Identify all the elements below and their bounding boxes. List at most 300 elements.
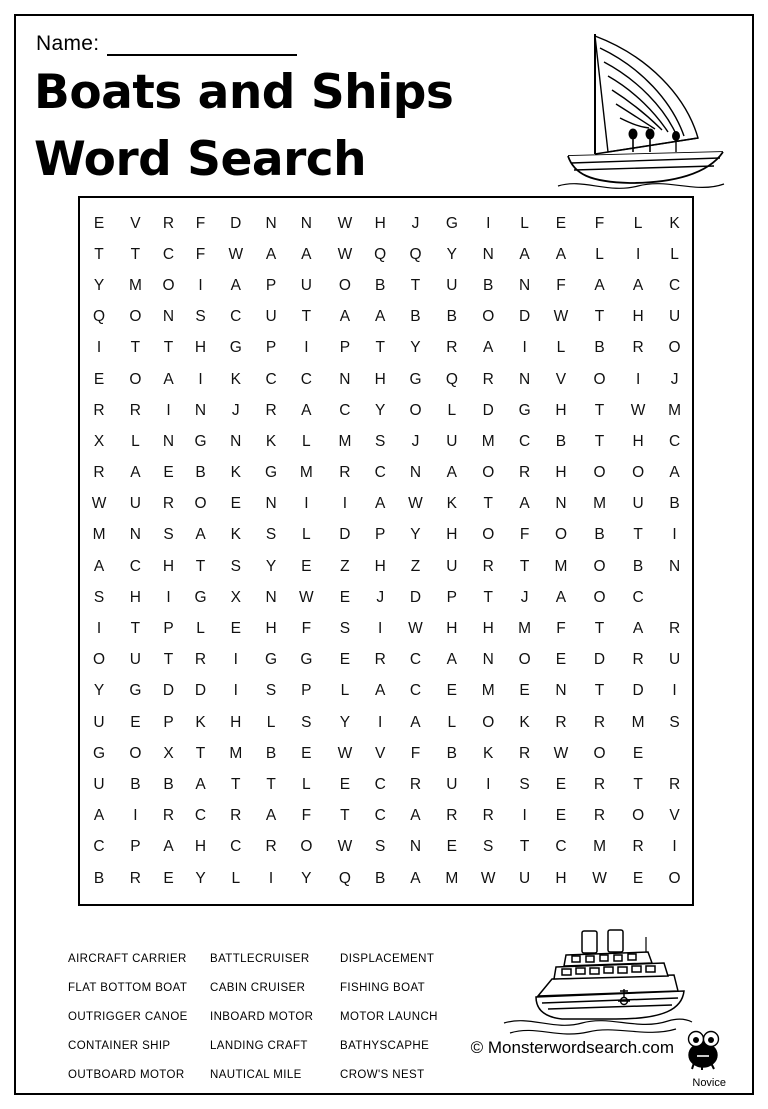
grid-cell[interactable]: C <box>129 557 142 575</box>
grid-cell[interactable]: A <box>230 276 242 294</box>
word-search-grid[interactable] <box>78 196 694 906</box>
grid-cell[interactable]: K <box>265 432 277 450</box>
grid-cell[interactable]: T <box>130 339 141 357</box>
grid-cell[interactable]: R <box>482 370 495 388</box>
grid-cell[interactable]: L <box>231 869 241 887</box>
grid-cell[interactable]: C <box>339 401 351 419</box>
grid-cell[interactable]: G <box>129 682 142 700</box>
grid-cell[interactable]: I <box>635 245 641 263</box>
grid-cell[interactable]: A <box>632 620 644 638</box>
grid-cell[interactable]: E <box>555 775 567 793</box>
grid-cell[interactable]: A <box>519 245 531 263</box>
grid-cell[interactable]: V <box>669 807 681 825</box>
grid-cell[interactable]: R <box>593 807 606 825</box>
grid-cell[interactable]: T <box>519 557 530 575</box>
grid-cell[interactable]: N <box>162 432 175 450</box>
grid-cell[interactable]: Z <box>340 557 351 575</box>
grid-cell[interactable]: W <box>553 308 569 326</box>
grid-cell[interactable]: C <box>409 651 422 669</box>
grid-cell[interactable]: I <box>268 869 274 887</box>
grid-cell[interactable]: J <box>376 588 385 606</box>
grid-cell[interactable]: F <box>556 620 567 638</box>
grid-cell[interactable]: I <box>672 838 678 856</box>
grid-cell[interactable]: C <box>194 807 207 825</box>
grid-cell[interactable]: M <box>445 869 459 887</box>
grid-cell[interactable]: R <box>93 464 106 482</box>
grid-cell[interactable]: H <box>162 557 175 575</box>
grid-cell[interactable]: P <box>163 620 175 638</box>
grid-cell[interactable]: T <box>163 651 174 669</box>
grid-cell[interactable]: B <box>163 775 175 793</box>
grid-cell[interactable]: E <box>446 682 458 700</box>
grid-cell[interactable]: M <box>481 432 496 450</box>
grid-cell[interactable]: L <box>595 245 605 263</box>
grid-cell[interactable]: R <box>93 401 106 419</box>
grid-cell[interactable]: B <box>594 526 606 544</box>
grid-cell[interactable]: P <box>265 276 277 294</box>
grid-cell[interactable]: W <box>408 620 424 638</box>
word-list-item[interactable]: BATHYSCAPHE <box>340 1039 430 1052</box>
grid-cell[interactable]: M <box>128 276 143 294</box>
grid-cell[interactable]: B <box>446 744 458 762</box>
grid-cell[interactable]: X <box>163 744 175 762</box>
grid-cell[interactable]: Y <box>93 276 105 294</box>
grid-cell[interactable]: H <box>632 432 645 450</box>
grid-cell[interactable]: T <box>594 308 605 326</box>
grid-cell[interactable]: J <box>411 432 420 450</box>
grid-cell[interactable]: S <box>339 620 351 638</box>
grid-cell[interactable]: Q <box>374 245 387 263</box>
grid-cell[interactable]: L <box>556 339 566 357</box>
grid-cell[interactable]: P <box>130 838 142 856</box>
grid-cell[interactable]: Y <box>195 869 207 887</box>
word-list-item[interactable]: BATTLECRUISER <box>210 952 310 965</box>
grid-cell[interactable] <box>658 738 692 769</box>
grid-cell[interactable]: O <box>482 308 495 326</box>
grid-cell[interactable]: R <box>162 495 175 513</box>
grid-cell[interactable]: O <box>593 370 607 388</box>
grid-cell[interactable]: B <box>130 775 142 793</box>
grid-cell[interactable]: D <box>482 401 495 419</box>
grid-cell[interactable]: K <box>230 526 242 544</box>
grid-cell[interactable]: O <box>632 807 645 825</box>
grid-cell[interactable]: E <box>555 214 567 232</box>
grid-cell[interactable]: I <box>166 401 172 419</box>
grid-cell[interactable]: T <box>195 744 206 762</box>
grid-cell[interactable]: O <box>129 370 142 388</box>
grid-cell[interactable]: L <box>447 713 457 731</box>
grid-cell[interactable]: V <box>375 744 386 762</box>
grid-cell[interactable]: O <box>93 651 106 669</box>
grid-cell[interactable]: S <box>669 713 681 731</box>
grid-cell[interactable]: R <box>482 557 495 575</box>
grid-cell[interactable]: G <box>194 432 208 450</box>
grid-cell[interactable]: P <box>339 339 351 357</box>
grid-cell[interactable]: A <box>555 245 567 263</box>
grid-cell[interactable]: C <box>93 838 106 856</box>
grid-cell[interactable]: E <box>339 651 351 669</box>
grid-cell[interactable]: I <box>233 651 239 669</box>
grid-cell[interactable]: K <box>669 214 681 232</box>
word-list-item[interactable]: FLAT BOTTOM BOAT <box>68 981 188 994</box>
grid-cell[interactable]: A <box>483 339 494 357</box>
grid-cell[interactable]: H <box>446 526 458 544</box>
grid-cell[interactable]: I <box>233 682 239 700</box>
grid-cell[interactable]: H <box>265 620 278 638</box>
grid-cell[interactable]: Q <box>445 370 459 388</box>
grid-cell[interactable]: U <box>518 869 531 887</box>
grid-cell[interactable]: A <box>163 838 175 856</box>
grid-cell[interactable]: R <box>265 401 278 419</box>
grid-cell[interactable]: H <box>194 838 207 856</box>
grid-cell[interactable]: R <box>409 775 422 793</box>
grid-cell[interactable]: M <box>593 495 607 513</box>
grid-cell[interactable]: S <box>265 526 277 544</box>
grid-cell[interactable]: C <box>668 432 681 450</box>
grid-cell[interactable]: O <box>593 464 607 482</box>
grid-cell[interactable]: G <box>518 401 532 419</box>
grid-cell[interactable]: Y <box>446 245 458 263</box>
grid-cell[interactable]: A <box>410 869 422 887</box>
grid-cell[interactable]: G <box>300 651 313 669</box>
grid-cell[interactable]: B <box>195 464 207 482</box>
grid-cell[interactable]: I <box>342 495 348 513</box>
grid-cell[interactable]: L <box>340 682 350 700</box>
grid-cell[interactable]: M <box>299 464 314 482</box>
grid-cell[interactable]: P <box>265 339 277 357</box>
grid-cell[interactable]: N <box>339 370 351 388</box>
grid-cell[interactable]: B <box>669 495 681 513</box>
grid-cell[interactable]: F <box>594 214 605 232</box>
grid-cell[interactable]: M <box>338 432 352 450</box>
grid-cell[interactable]: L <box>266 713 276 731</box>
grid-cell[interactable]: W <box>337 744 353 762</box>
grid-cell[interactable]: E <box>555 651 567 669</box>
grid-cell[interactable]: I <box>198 370 204 388</box>
grid-cell[interactable]: W <box>337 245 353 263</box>
grid-cell[interactable]: U <box>446 557 458 575</box>
grid-cell[interactable]: N <box>518 276 531 294</box>
grid-cell[interactable]: Q <box>409 245 422 263</box>
grid-cell[interactable]: T <box>301 308 312 326</box>
grid-cell[interactable]: R <box>129 869 142 887</box>
grid-cell[interactable]: Y <box>265 557 277 575</box>
grid-cell[interactable]: K <box>519 713 531 731</box>
grid-cell[interactable]: U <box>93 713 106 731</box>
grid-cell[interactable]: F <box>519 526 530 544</box>
grid-cell[interactable]: N <box>194 401 207 419</box>
grid-cell[interactable]: S <box>195 308 207 326</box>
grid-cell[interactable]: U <box>446 775 458 793</box>
grid-cell[interactable]: R <box>446 339 458 357</box>
grid-cell[interactable]: W <box>337 838 353 856</box>
grid-cell[interactable]: D <box>194 682 207 700</box>
grid-cell[interactable]: K <box>446 495 458 513</box>
grid-cell[interactable]: K <box>483 744 494 762</box>
grid-cell[interactable]: T <box>130 620 141 638</box>
grid-cell[interactable]: M <box>593 838 607 856</box>
grid-cell[interactable]: A <box>163 370 175 388</box>
grid-cell[interactable]: R <box>162 214 175 232</box>
grid-cell[interactable]: A <box>669 464 681 482</box>
grid-cell[interactable]: A <box>375 682 386 700</box>
grid-cell[interactable]: I <box>378 713 383 731</box>
grid-cell[interactable]: U <box>129 651 142 669</box>
grid-cell[interactable]: W <box>91 495 107 513</box>
grid-cell[interactable]: T <box>594 432 605 450</box>
grid-cell[interactable]: I <box>486 214 491 232</box>
grid-cell[interactable]: L <box>633 214 643 232</box>
grid-cell[interactable]: I <box>96 339 102 357</box>
grid-cell[interactable]: J <box>670 370 679 388</box>
grid-cell[interactable]: G <box>445 214 459 232</box>
grid-cell[interactable]: H <box>194 339 207 357</box>
grid-cell[interactable]: A <box>195 526 207 544</box>
grid-cell[interactable]: H <box>632 308 645 326</box>
grid-cell[interactable]: W <box>553 744 569 762</box>
grid-cell[interactable]: Y <box>93 682 105 700</box>
grid-cell[interactable]: T <box>375 339 386 357</box>
grid-cell[interactable]: S <box>265 682 277 700</box>
grid-cell[interactable]: T <box>163 339 174 357</box>
grid-cell[interactable]: C <box>555 838 568 856</box>
grid-cell[interactable]: F <box>410 744 421 762</box>
grid-cell[interactable]: C <box>230 308 242 326</box>
grid-cell[interactable]: N <box>555 495 568 513</box>
grid-cell[interactable]: J <box>231 401 241 419</box>
grid-cell[interactable]: O <box>129 308 142 326</box>
grid-cell[interactable]: U <box>446 276 458 294</box>
grid-cell[interactable]: B <box>632 557 644 575</box>
grid-cell[interactable]: G <box>265 651 278 669</box>
grid-cell[interactable]: J <box>520 588 529 606</box>
grid-cell[interactable]: U <box>668 651 681 669</box>
grid-cell[interactable]: N <box>230 432 242 450</box>
grid-cell[interactable]: H <box>374 557 387 575</box>
grid-cell[interactable]: A <box>375 495 386 513</box>
grid-cell[interactable]: R <box>668 775 681 793</box>
grid-cell[interactable]: R <box>518 744 531 762</box>
grid-cell[interactable]: N <box>518 370 531 388</box>
grid-cell[interactable]: E <box>632 869 644 887</box>
grid-cell[interactable]: O <box>593 588 607 606</box>
grid-cell[interactable]: H <box>482 620 495 638</box>
grid-cell[interactable]: O <box>632 464 645 482</box>
grid-cell[interactable]: C <box>374 775 387 793</box>
grid-cell[interactable]: A <box>195 775 207 793</box>
grid-cell[interactable]: B <box>375 276 386 294</box>
grid-cell[interactable]: Y <box>301 869 313 887</box>
grid-cell[interactable]: I <box>198 276 204 294</box>
grid-cell[interactable]: W <box>299 588 315 606</box>
grid-cell[interactable]: A <box>519 495 531 513</box>
grid-cell[interactable]: I <box>635 370 641 388</box>
grid-cell[interactable]: K <box>230 370 242 388</box>
grid-cell[interactable]: W <box>480 869 497 887</box>
grid-cell[interactable]: A <box>265 245 277 263</box>
grid-cell[interactable]: E <box>555 807 567 825</box>
grid-cell[interactable]: X <box>93 432 105 450</box>
grid-cell[interactable]: D <box>339 526 351 544</box>
grid-cell[interactable]: B <box>93 869 105 887</box>
grid-cell[interactable]: I <box>304 495 309 513</box>
grid-cell[interactable]: W <box>630 401 646 419</box>
grid-cell[interactable]: N <box>482 651 495 669</box>
grid-cell[interactable]: O <box>668 869 682 887</box>
grid-cell[interactable]: L <box>131 432 141 450</box>
grid-cell[interactable]: O <box>482 713 495 731</box>
grid-cell[interactable]: H <box>446 620 458 638</box>
grid-cell[interactable]: Y <box>339 713 351 731</box>
word-list-item[interactable]: NAUTICAL MILE <box>210 1068 302 1081</box>
grid-cell[interactable]: I <box>96 620 102 638</box>
grid-cell[interactable]: N <box>409 464 422 482</box>
grid-cell[interactable]: E <box>93 214 105 232</box>
grid-cell[interactable]: S <box>163 526 175 544</box>
word-list-item[interactable]: CROW'S NEST <box>340 1068 425 1081</box>
grid-cell[interactable]: H <box>555 464 568 482</box>
grid-cell[interactable]: T <box>94 245 105 263</box>
grid-cell[interactable]: H <box>374 370 387 388</box>
word-list-item[interactable]: DISPLACEMENT <box>340 952 435 965</box>
grid-cell[interactable]: E <box>130 713 142 731</box>
grid-cell[interactable]: U <box>668 308 681 326</box>
grid-cell[interactable]: G <box>409 370 422 388</box>
word-list-item[interactable]: CABIN CRUISER <box>210 981 306 994</box>
grid-cell[interactable]: C <box>632 588 645 606</box>
grid-cell[interactable]: A <box>410 713 422 731</box>
grid-cell[interactable]: I <box>522 807 528 825</box>
grid-cell[interactable]: E <box>163 869 175 887</box>
grid-cell[interactable]: B <box>446 308 458 326</box>
word-list-item[interactable]: LANDING CRAFT <box>210 1039 308 1052</box>
grid-cell[interactable]: T <box>130 245 141 263</box>
grid-cell[interactable]: F <box>195 245 206 263</box>
grid-cell[interactable]: N <box>265 214 278 232</box>
grid-cell[interactable]: O <box>194 495 208 513</box>
grid-cell[interactable]: R <box>632 651 645 669</box>
grid-cell[interactable]: I <box>672 526 678 544</box>
grid-cell[interactable]: W <box>337 214 353 232</box>
grid-cell[interactable]: K <box>230 464 242 482</box>
grid-cell[interactable]: F <box>301 807 312 825</box>
grid-cell[interactable]: A <box>265 807 277 825</box>
grid-cell[interactable]: E <box>230 620 242 638</box>
grid-cell[interactable]: U <box>93 775 106 793</box>
grid-cell[interactable]: D <box>230 214 242 232</box>
grid-cell[interactable]: N <box>409 838 422 856</box>
grid-cell[interactable]: X <box>230 588 242 606</box>
word-list-item[interactable]: OUTRIGGER CANOE <box>68 1010 188 1023</box>
grid-cell[interactable]: O <box>668 339 682 357</box>
grid-cell[interactable]: E <box>339 588 351 606</box>
grid-cell[interactable]: R <box>555 713 568 731</box>
grid-cell[interactable]: N <box>129 526 142 544</box>
grid-cell[interactable]: B <box>483 276 494 294</box>
grid-cell[interactable]: K <box>195 713 207 731</box>
grid-cell[interactable]: S <box>483 838 494 856</box>
grid-cell[interactable]: E <box>93 370 105 388</box>
grid-cell[interactable]: L <box>196 620 206 638</box>
word-list-item[interactable]: INBOARD MOTOR <box>210 1010 314 1023</box>
grid-cell[interactable]: I <box>672 682 678 700</box>
grid-cell[interactable]: A <box>410 807 422 825</box>
grid-cell[interactable]: M <box>229 744 243 762</box>
grid-cell[interactable]: E <box>446 838 458 856</box>
grid-cell[interactable]: A <box>594 276 606 294</box>
grid-cell[interactable]: Q <box>93 308 106 326</box>
grid-cell[interactable]: I <box>378 620 383 638</box>
grid-cell[interactable]: C <box>300 370 313 388</box>
grid-cell[interactable]: O <box>300 838 313 856</box>
grid-cell[interactable]: V <box>130 214 142 232</box>
grid-cell[interactable]: E <box>339 775 351 793</box>
grid-cell[interactable]: C <box>162 245 175 263</box>
grid-cell[interactable]: H <box>374 214 387 232</box>
grid-cell[interactable]: L <box>302 775 312 793</box>
grid-cell[interactable]: T <box>340 807 351 825</box>
grid-cell[interactable]: S <box>375 838 386 856</box>
grid-cell[interactable]: A <box>301 401 313 419</box>
word-list-item[interactable]: CONTAINER SHIP <box>68 1039 171 1052</box>
grid-cell[interactable]: O <box>593 744 607 762</box>
word-list-item[interactable]: AIRCRAFT CARRIER <box>68 952 187 965</box>
word-list-item[interactable]: MOTOR LAUNCH <box>340 1010 438 1023</box>
grid-cell[interactable]: O <box>554 526 568 544</box>
grid-cell[interactable]: M <box>481 682 496 700</box>
grid-cell[interactable]: Y <box>375 401 386 419</box>
grid-cell[interactable]: R <box>593 713 606 731</box>
grid-cell[interactable]: R <box>129 401 142 419</box>
grid-cell[interactable]: A <box>632 276 644 294</box>
grid-cell[interactable]: D <box>593 651 606 669</box>
grid-cell[interactable]: C <box>230 838 242 856</box>
grid-cell[interactable]: F <box>556 276 567 294</box>
grid-cell[interactable]: N <box>265 495 278 513</box>
grid-cell[interactable]: P <box>301 682 313 700</box>
grid-cell[interactable]: C <box>374 807 387 825</box>
grid-cell[interactable]: A <box>555 588 567 606</box>
grid-cell[interactable]: E <box>301 744 313 762</box>
grid-cell[interactable]: U <box>265 308 278 326</box>
grid-cell[interactable]: S <box>301 713 313 731</box>
grid-cell[interactable]: F <box>195 214 206 232</box>
grid-cell[interactable]: T <box>483 495 494 513</box>
grid-cell[interactable]: O <box>409 401 422 419</box>
grid-cell[interactable]: W <box>592 869 608 887</box>
grid-cell[interactable]: R <box>668 620 681 638</box>
grid-cell[interactable]: D <box>409 588 422 606</box>
grid-cell[interactable]: L <box>520 214 530 232</box>
grid-cell[interactable]: S <box>375 432 386 450</box>
grid-cell[interactable]: E <box>632 744 644 762</box>
grid-cell[interactable]: L <box>670 245 680 263</box>
grid-cell[interactable]: I <box>133 807 139 825</box>
grid-cell[interactable]: C <box>409 682 422 700</box>
grid-cell[interactable]: T <box>594 620 605 638</box>
grid-cell[interactable]: R <box>162 807 175 825</box>
grid-cell[interactable]: T <box>519 838 530 856</box>
word-list-item[interactable]: FISHING BOAT <box>340 981 426 994</box>
grid-cell[interactable]: I <box>166 588 172 606</box>
grid-cell[interactable]: A <box>339 308 351 326</box>
grid-cell[interactable]: G <box>194 588 208 606</box>
grid-cell[interactable]: G <box>229 339 243 357</box>
grid-cell[interactable]: Y <box>410 526 422 544</box>
grid-cell[interactable]: M <box>668 401 682 419</box>
grid-cell[interactable]: I <box>486 775 491 793</box>
grid-cell[interactable]: N <box>482 245 495 263</box>
